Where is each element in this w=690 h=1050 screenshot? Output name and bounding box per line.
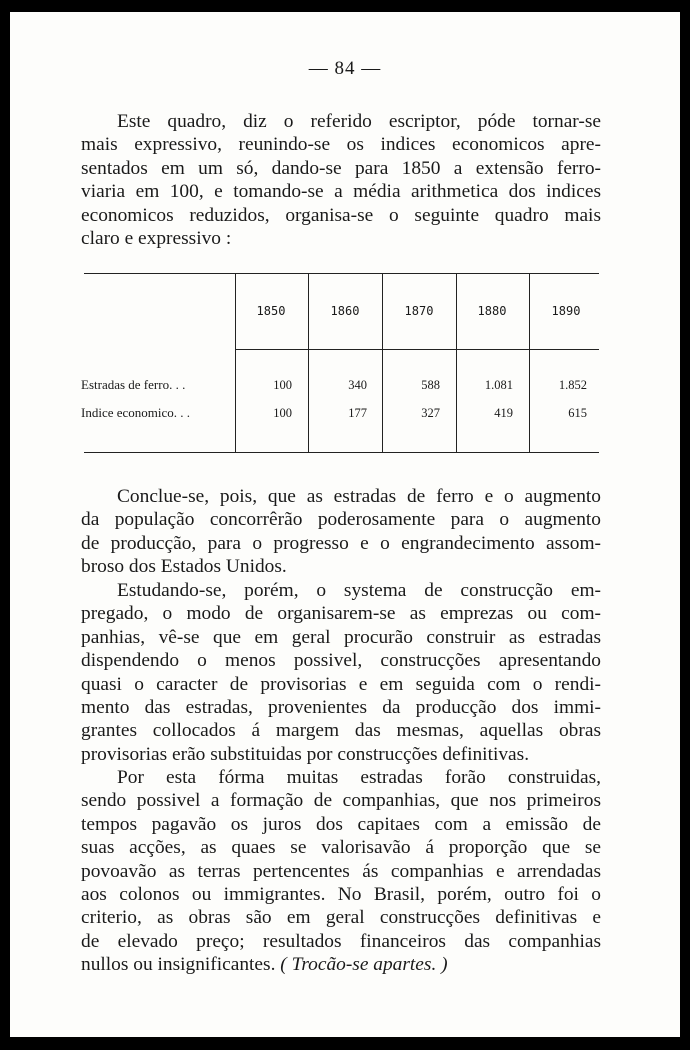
table-bottom-rule xyxy=(84,452,599,453)
year-header: 1850 xyxy=(256,304,286,318)
table-cell: 177 xyxy=(348,406,367,420)
year-header: 1880 xyxy=(477,304,507,318)
por-esta-paragraph xyxy=(81,766,601,977)
text-line: Este quadro, diz o referido escriptor, póde tornar-se xyxy=(117,111,601,132)
text-line: provisorias erão substituidas por construcções definitivas. xyxy=(81,743,530,765)
text-line: quasi o caracter de provisorias e em seguida com o rendi- xyxy=(81,673,601,695)
text-line: tempos pagavão os juros dos capitaes com a emissão de xyxy=(81,813,601,835)
text-line: economicos reduzidos, organisa-se o seguinte quadro mais xyxy=(81,204,601,226)
estudando-paragraph xyxy=(81,579,601,766)
table-cell: 588 xyxy=(421,378,440,392)
conclusion-paragraph xyxy=(81,485,601,579)
text-line: claro e expressivo : xyxy=(81,228,232,250)
table-cell: 327 xyxy=(421,406,440,420)
table-cell: 615 xyxy=(568,406,587,420)
text-line: de elevado preço; resultados financeiros das companhias xyxy=(81,930,601,952)
text-line: povoavão as terras pertencentes ás companhias e arrendadas xyxy=(81,860,601,882)
table-cell: 340 xyxy=(348,378,367,392)
year-header: 1860 xyxy=(330,304,360,318)
text-line: panhias, vê-se que em geral procurão construir as estradas xyxy=(81,626,601,648)
text-line: sendo possivel a formação de companhias, que nos primeiros xyxy=(81,790,601,812)
text-line-final xyxy=(81,953,601,976)
text-line: pregado, o modo de organisarem-se as emprezas ou com- xyxy=(81,603,601,625)
text-line: de producção, para o progresso e o engrandecimento assom- xyxy=(81,532,601,554)
table-column-divider xyxy=(456,273,457,453)
text-line: Estudando-se, porém, o systema de construcção em- xyxy=(117,580,601,601)
text-line: da população concorrêrão poderosamente para o augmento xyxy=(81,509,601,531)
row-label-indice: Indice economico. . . xyxy=(81,405,191,420)
text-line: dispendendo o menos possivel, construcções apresentando xyxy=(81,650,601,672)
page-number: — 84 — xyxy=(308,58,382,79)
year-header: 1890 xyxy=(551,304,581,318)
text-line: viaria em 100, e tomando-se a média arithmetica dos indices xyxy=(81,181,601,203)
text-line: criterio, as obras são em geral construcções definitivas e xyxy=(81,907,601,929)
text-line: suas acções, as quaes se valorisavão á proporção que se xyxy=(81,837,601,859)
table-cell: 100 xyxy=(273,378,292,392)
row-label-estradas: Estradas de ferro. . . xyxy=(81,377,186,392)
table-cell: 100 xyxy=(273,406,292,420)
table-column-divider xyxy=(382,273,383,453)
text-line: grantes collocados á margem das mesmas, aquellas obras xyxy=(81,720,601,742)
text-line: aos colonos ou immigrantes. No Brasil, porém, outro foi o xyxy=(81,884,601,906)
table-cell: 1.852 xyxy=(558,378,587,392)
final-line-italic: ( Trocão-se apartes. ) xyxy=(280,954,448,976)
table-cell: 419 xyxy=(494,406,513,420)
text-line: broso dos Estados Unidos. xyxy=(81,556,287,578)
text-line: Por esta fórma muitas estradas forão construidas, xyxy=(117,767,601,788)
book-page xyxy=(10,12,680,1037)
year-header: 1870 xyxy=(404,304,434,318)
text-line: mento das estradas, provenientes da producção dos immi- xyxy=(81,697,601,719)
table-column-divider xyxy=(308,273,309,453)
intro-paragraph xyxy=(81,110,601,250)
table-cell: 1.081 xyxy=(484,378,513,392)
table-column-divider xyxy=(529,273,530,453)
text-line: sentados em um só, dando-se para 1850 a extensão ferro- xyxy=(81,157,601,179)
text-line: mais expressivo, reunindo-se os indices economicos apre- xyxy=(81,134,601,156)
table-header-rule xyxy=(235,349,599,350)
table-column-divider xyxy=(235,273,236,453)
final-line-text: nullos ou insignificantes. xyxy=(81,954,276,976)
text-line: Conclue-se, pois, que as estradas de ferro e o augmento xyxy=(117,486,601,507)
table-top-rule xyxy=(84,273,599,274)
